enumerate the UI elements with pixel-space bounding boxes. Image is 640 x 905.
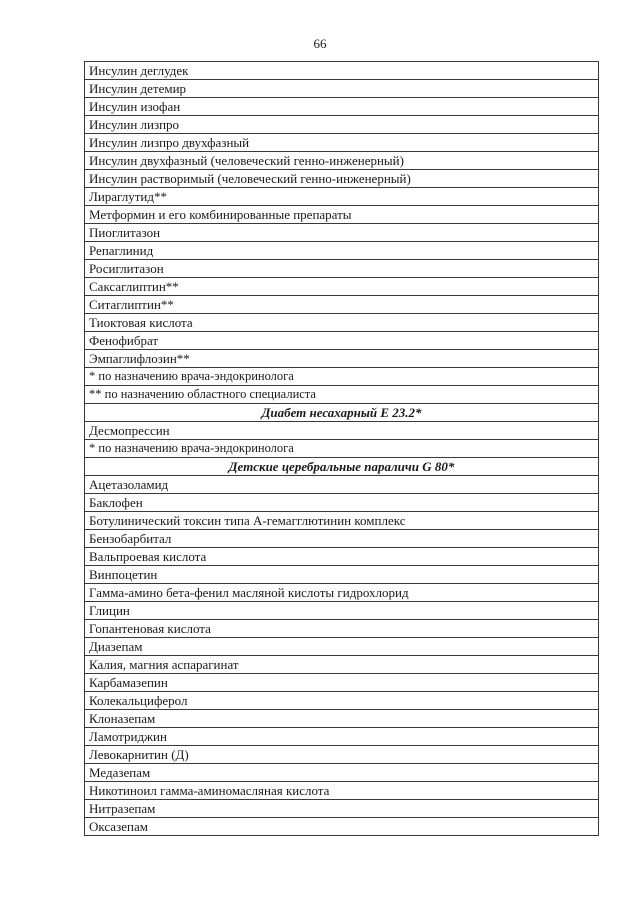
drug-row — [85, 638, 599, 656]
drug-row — [85, 692, 599, 710]
drug-name: Винпоцетин — [85, 566, 599, 584]
drug-row — [85, 566, 599, 584]
footnote-row — [85, 368, 599, 386]
drug-name: Ламотриджин — [85, 728, 599, 746]
drug-row — [85, 80, 599, 98]
footnote-row — [85, 440, 599, 458]
drug-name: Инсулин изофан — [85, 98, 599, 116]
drug-name: Репаглинид — [85, 242, 599, 260]
drug-row — [85, 710, 599, 728]
drug-name: Диазепам — [85, 638, 599, 656]
drug-name: Эмпаглифлозин** — [85, 350, 599, 368]
drug-name: Левокарнитин (Д) — [85, 746, 599, 764]
drug-name: Ацетазоламид — [85, 476, 599, 494]
drug-row — [85, 260, 599, 278]
drug-row — [85, 278, 599, 296]
drug-name: Медазепам — [85, 764, 599, 782]
drug-row — [85, 296, 599, 314]
drug-name: Вальпроевая кислота — [85, 548, 599, 566]
drug-name: Десмопрессин — [85, 422, 599, 440]
section-title: Детские церебральные параличи G 80* — [85, 458, 599, 476]
drug-name: Карбамазепин — [85, 674, 599, 692]
drug-row — [85, 224, 599, 242]
drug-name: Калия, магния аспарагинат — [85, 656, 599, 674]
drug-name: Лираглутид** — [85, 188, 599, 206]
drug-name: Инсулин двухфазный (человеческий генно-инженерный) — [85, 152, 599, 170]
drug-name: Гамма-амино бета-фенил масляной кислоты гидрохлорид — [85, 584, 599, 602]
drug-row — [85, 476, 599, 494]
drug-name: Метформин и его комбинированные препараты — [85, 206, 599, 224]
drug-name: Никотиноил гамма-аминомасляная кислота — [85, 782, 599, 800]
drug-name: Баклофен — [85, 494, 599, 512]
drug-row — [85, 548, 599, 566]
drug-row — [85, 530, 599, 548]
drug-row — [85, 764, 599, 782]
drug-name: Бензобарбитал — [85, 530, 599, 548]
drug-name: Ботулинический токсин типа А-гемагглютинин комплекс — [85, 512, 599, 530]
drug-row — [85, 494, 599, 512]
section-header-row — [85, 458, 599, 476]
drug-name: Оксазепам — [85, 818, 599, 836]
drug-row — [85, 818, 599, 836]
drug-row — [85, 134, 599, 152]
drug-row — [85, 206, 599, 224]
drug-name: Пиоглитазон — [85, 224, 599, 242]
drug-name: Клоназепам — [85, 710, 599, 728]
drug-row — [85, 152, 599, 170]
drug-row — [85, 98, 599, 116]
drug-row — [85, 188, 599, 206]
footnote-text: * по назначению врача-эндокринолога — [85, 440, 599, 458]
drug-row — [85, 728, 599, 746]
drug-row — [85, 782, 599, 800]
drug-row — [85, 800, 599, 818]
drug-name: Тиоктовая кислота — [85, 314, 599, 332]
drug-row — [85, 584, 599, 602]
section-title: Диабет несахарный Е 23.2* — [85, 404, 599, 422]
drug-name: Саксаглиптин** — [85, 278, 599, 296]
drug-name: Инсулин детемир — [85, 80, 599, 98]
drug-row — [85, 674, 599, 692]
drug-name: Инсулин деглудек — [85, 62, 599, 80]
drug-name: Инсулин лизпро двухфазный — [85, 134, 599, 152]
drug-row — [85, 62, 599, 80]
drug-row — [85, 332, 599, 350]
drug-row — [85, 314, 599, 332]
drug-row — [85, 512, 599, 530]
footnote-text: * по назначению врача-эндокринолога — [85, 368, 599, 386]
drug-row — [85, 170, 599, 188]
drug-row — [85, 350, 599, 368]
drug-name: Колекальциферол — [85, 692, 599, 710]
drug-row — [85, 116, 599, 134]
drug-row — [85, 242, 599, 260]
footnote-row — [85, 386, 599, 404]
drug-row — [85, 422, 599, 440]
drug-name: Нитразепам — [85, 800, 599, 818]
drug-name: Инсулин растворимый (человеческий генно-инженерный) — [85, 170, 599, 188]
drug-name: Ситаглиптин** — [85, 296, 599, 314]
section-header-row — [85, 404, 599, 422]
drug-list-table — [84, 61, 599, 836]
drug-row — [85, 746, 599, 764]
page-number: 66 — [313, 36, 327, 51]
footnote-text: ** по назначению областного специалиста — [85, 386, 599, 404]
drug-name: Фенофибрат — [85, 332, 599, 350]
drug-name: Гопантеновая кислота — [85, 620, 599, 638]
drug-name: Глицин — [85, 602, 599, 620]
drug-name: Росиглитазон — [85, 260, 599, 278]
drug-row — [85, 656, 599, 674]
drug-row — [85, 602, 599, 620]
drug-name: Инсулин лизпро — [85, 116, 599, 134]
drug-row — [85, 620, 599, 638]
